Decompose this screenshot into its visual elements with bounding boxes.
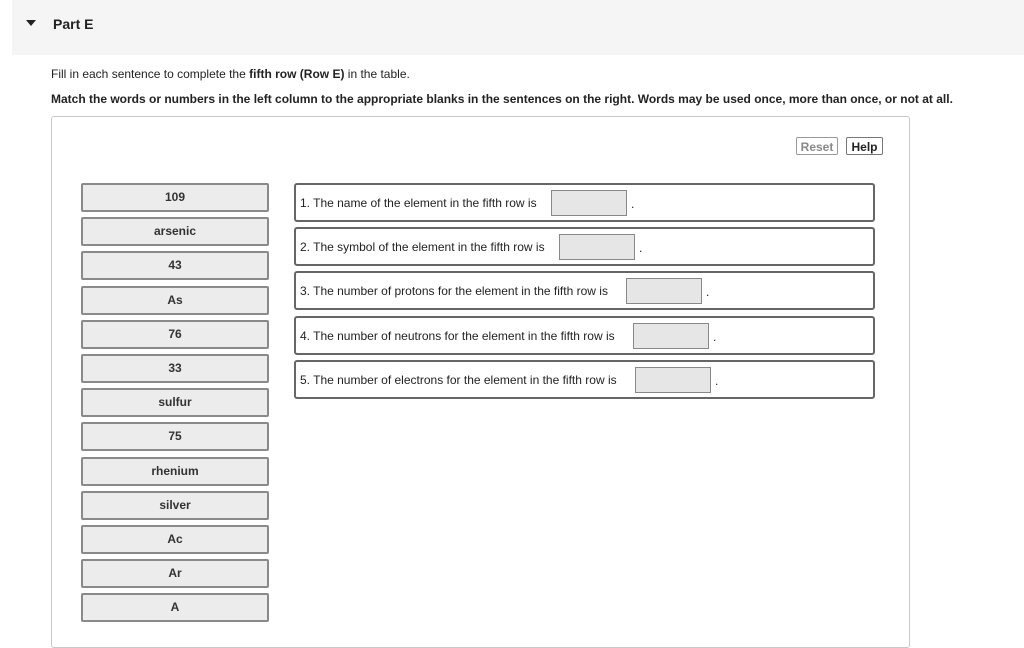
blank-2[interactable] (559, 234, 635, 260)
part-header[interactable] (12, 0, 1024, 55)
token-rhenium[interactable]: rhenium (81, 457, 269, 486)
token-43[interactable]: 43 (81, 251, 269, 280)
blank-3[interactable] (626, 278, 702, 304)
sentence-2-text: 2. The symbol of the element in the fifth row is (300, 240, 545, 254)
token-ar[interactable]: Ar (81, 559, 269, 588)
sentence-3 (294, 271, 875, 310)
sentence-5-end: . (715, 374, 719, 388)
token-75[interactable]: 75 (81, 422, 269, 451)
token-109[interactable]: 109 (81, 183, 269, 212)
sentence-1-text: 1. The name of the element in the fifth row is (300, 196, 537, 210)
token-silver[interactable]: silver (81, 491, 269, 520)
instruction-line-2: Match the words or numbers in the left column to the appropriate blanks in the sentences on the right. Words may be used once, more than once, or not at all. (51, 92, 953, 106)
sentence-2 (294, 227, 875, 266)
sentence-4 (294, 316, 875, 355)
instruction-bold: fifth row (Row E) (249, 67, 345, 81)
instruction-pre: Fill in each sentence to complete the (51, 67, 250, 81)
sentence-4-end: . (713, 330, 717, 344)
sentence-5 (294, 360, 875, 399)
blank-1[interactable] (551, 190, 627, 216)
token-arsenic[interactable]: arsenic (81, 217, 269, 246)
help-button[interactable]: Help (846, 137, 883, 155)
instruction-post: in the table. (344, 67, 410, 81)
collapse-caret-icon[interactable] (26, 20, 36, 26)
sentence-3-end: . (706, 285, 710, 299)
token-a[interactable]: A (81, 593, 269, 622)
instruction-line-1 (51, 67, 410, 81)
token-76[interactable]: 76 (81, 320, 269, 349)
blank-4[interactable] (633, 323, 709, 349)
token-33[interactable]: 33 (81, 354, 269, 383)
token-sulfur[interactable]: sulfur (81, 388, 269, 417)
token-ac[interactable]: Ac (81, 525, 269, 554)
sentence-2-end: . (639, 241, 643, 255)
part-title[interactable]: Part E (53, 16, 94, 32)
token-as[interactable]: As (81, 286, 269, 315)
sentence-1-end: . (631, 197, 635, 211)
sentence-5-text: 5. The number of electrons for the element in the fifth row is (300, 373, 617, 387)
sentence-4-text: 4. The number of neutrons for the element in the fifth row is (300, 329, 615, 343)
sentence-1 (294, 183, 875, 222)
blank-5[interactable] (635, 367, 711, 393)
sentence-3-text: 3. The number of protons for the element in the fifth row is (300, 284, 608, 298)
reset-button[interactable]: Reset (796, 137, 838, 155)
